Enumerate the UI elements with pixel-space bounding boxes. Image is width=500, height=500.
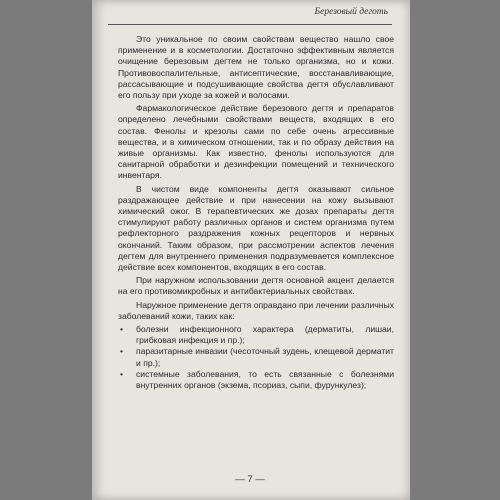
disease-list <box>118 324 394 391</box>
list-item <box>118 346 394 368</box>
paragraph-external-use: При наружном использовании дегтя основной акцент делается на его противомикробных и антибактериальных свойствах. <box>118 275 394 297</box>
list-item <box>118 324 394 346</box>
paragraph-cosmetology: Это уникальное по своим свойствам вещество нашло свое применение и в косметологии. Достаточно эффективным является очищение березовым дегтем не только организма, но и кожи. Противовоспалительные, антисептические, восстанавливающие, рассасывающие и подсушивающие свойства дегтя обуславливают его пользу при уходе за кожей и волосами. <box>118 34 394 101</box>
list-item-text: паразитарные инвазии (чесоточный зудень, клещевой дерматит и пр.); <box>136 346 394 368</box>
list-item-text: болезни инфекционного характера (дерматиты, лишаи, грибковая инфекция и пр.); <box>136 324 394 346</box>
bullet-icon: • <box>120 346 124 357</box>
body-text <box>118 34 394 391</box>
paragraph-pure-components: В чистом виде компоненты дегтя оказывают сильное раздражающее действие и при нанесении на кожу вызывают химический ожог. В терапевтических же дозах препараты дегтя стимулируют работу различных органов и систем организма путем рефлекторного раздражения кожных рецепторов и нервных окончаний. Таким образом, при рассмотрении аспектов лечения дегтем для внутреннего применения подразумевается комплексное действие всех компонентов, входящих в его состав. <box>118 183 394 273</box>
page-number: — 7 — <box>235 474 265 485</box>
paragraph-skin-diseases: Наружное применение дегтя оправдано при лечении различных заболеваний кожи, таких как: <box>118 299 394 321</box>
bullet-icon: • <box>120 324 124 335</box>
list-item-text: системные заболевания, то есть связанные с болезнями внутренних органов (экзема, псориаз, сыпи, фурункулез); <box>136 368 394 391</box>
running-header <box>108 4 392 25</box>
paragraph-pharmacology: Фармакологическое действие березового дегтя и препаратов определено лечебными свойствами веществ, входящих в его состав. Фенолы и крезолы сами по себе очень агрессивные вещества, и в химическом отношении, так и по образу действия на живые организмы. Как известно, фенолы используются для санитарной обработки и дезинфекции помещений и технического инвентаря. <box>118 103 394 181</box>
running-header-title: Березовый деготь <box>314 7 388 17</box>
list-item <box>118 369 394 391</box>
bullet-icon: • <box>120 368 124 379</box>
